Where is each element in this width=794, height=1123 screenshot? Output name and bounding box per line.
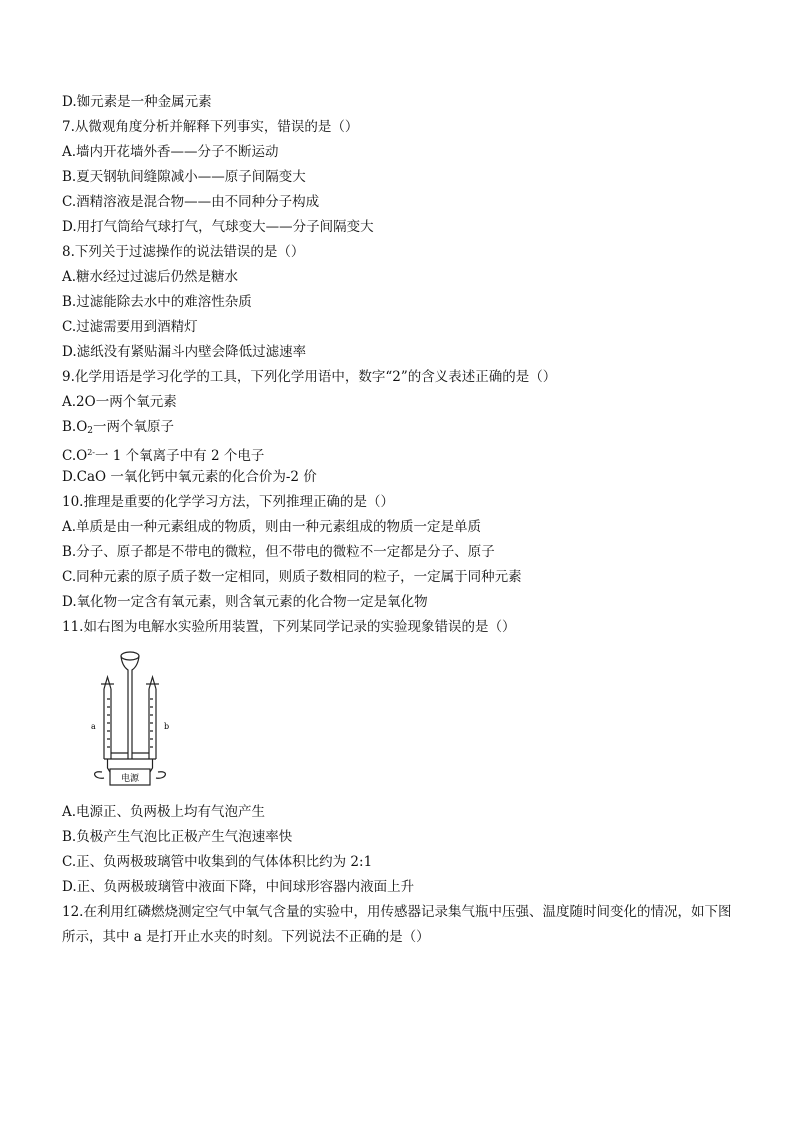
q10-option-d: D.氧化物一定含有氧元素，则含氧元素的化合物一定是氧化物 (62, 594, 428, 610)
q11-option-c: C.正、负两极玻璃管中收集到的气体体积比约为 2:1 (62, 854, 373, 870)
q7-option-c: C.酒精溶液是混合物——由不同种分子构成 (62, 194, 320, 210)
question-7: 7.从微观角度分析并解释下列事实，错误的是（） (62, 119, 359, 135)
power-supply-label: 电源 (120, 774, 140, 784)
question-11: 11.如右图为电解水实验所用装置，下列某同学记录的实验现象错误的是（） (62, 619, 516, 635)
q8-option-a: A.糖水经过过滤后仍然是糖水 (62, 269, 239, 285)
q11-option-a: A.电源正、负两极上均有气泡产生 (62, 804, 266, 820)
label-a: a (91, 722, 96, 731)
question-10: 10.推理是重要的化学学习方法，下列推理正确的是（） (62, 494, 394, 510)
q9-option-d: D.CaO 一氧化钙中氧元素的化合价为-2 价 (62, 469, 317, 485)
q8-option-b: B.过滤能除去水中的难溶性杂质 (62, 294, 252, 310)
q9-option-b (62, 415, 742, 440)
q10-option-b: B.分子、原子都是不带电的微粒，但不带电的微粒不一定都是分子、原子 (62, 544, 495, 560)
q9b-prefix: B.O (62, 419, 88, 435)
question-12: 12.在利用红磷燃烧测定空气中氧气含量的实验中，用传感器记录集气瓶中压强、温度随时间变化的情况，如下图所示，其中 a 是打开止水夹的时刻。下列说法不正确的是（） (62, 904, 732, 945)
q9b-text: 一两个氧原子 (93, 419, 175, 435)
electrolysis-apparatus-drawing (80, 644, 180, 794)
q11-option-d: D.正、负两极玻璃管中液面下降，中间球形容器内液面上升 (62, 879, 415, 895)
q7-option-a: A.墙内开花墙外香——分子不断运动 (62, 144, 279, 160)
question-9: 9.化学用语是学习化学的工具，下列化学用语中，数字“2”的含义表述正确的是（） (62, 369, 557, 385)
q7-option-d: D.用打气筒给气球打气，气球变大——分子间隔变大 (62, 219, 374, 235)
q7-option-b: B.夏天钢轨间缝隙减小——原子间隔变大 (62, 169, 306, 185)
label-b: b (164, 722, 170, 731)
q9c-superscript: 2- (87, 448, 96, 457)
q9c-text: 一 1 个氧离子中有 2 个电子 (95, 448, 265, 464)
q11-option-b: B.负极产生气泡比正极产生气泡速率快 (62, 829, 293, 845)
q10-option-a: A.单质是由一种元素组成的物质，则由一种元素组成的物质一定是单质 (62, 519, 482, 535)
q8-option-c: C.过滤需要用到酒精灯 (62, 319, 198, 335)
question-8: 8.下列关于过滤操作的说法错误的是（） (62, 244, 305, 260)
q9c-prefix: C.O (62, 448, 88, 464)
electrolysis-apparatus-figure (80, 644, 180, 794)
q9-option-c (62, 440, 742, 465)
option-d-q6: D.铷元素是一种金属元素 (62, 94, 212, 110)
question-list (62, 90, 742, 950)
q10-option-c: C.同种元素的原子质子数一定相同，则质子数相同的粒子，一定属于同种元素 (62, 569, 522, 585)
q9-option-a: A.2O一两个氧元素 (62, 394, 177, 410)
q9b-subscript: 2 (87, 426, 94, 436)
q8-option-d: D.滤纸没有紧贴漏斗内壁会降低过滤速率 (62, 344, 307, 360)
